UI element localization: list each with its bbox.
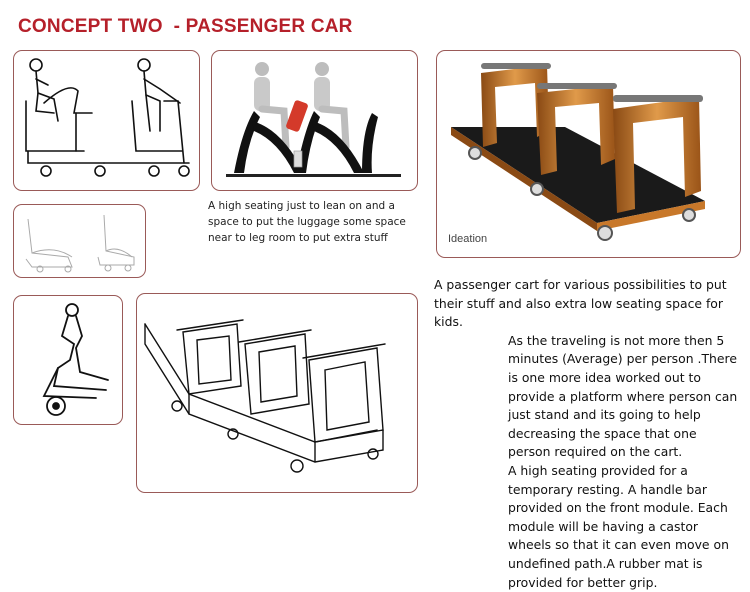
side-view-sketch-panel xyxy=(13,50,200,191)
render-figures-panel xyxy=(211,50,418,191)
description-paragraph-1: A passenger cart for various possibilities to put their stuff and also extra low seating space for kids. xyxy=(434,277,727,330)
perspective-sketch-panel xyxy=(136,293,418,493)
seated-passenger-sketch-icon xyxy=(14,51,199,190)
ideation-label: Ideation xyxy=(448,233,488,245)
profile-detail-panel xyxy=(13,295,123,425)
orange-cart-render-icon xyxy=(437,51,740,257)
description-paragraph-2: As the traveling is not more then 5 minutes (Average) per person .There is one more idea worked out to provide a platform where person can just stand and its going to help decreasing the space that one person required on the cart. xyxy=(508,332,738,460)
seated-figures-render-icon xyxy=(212,51,417,190)
description-paragraph-3: A high seating provided for a temporary resting. A handle bar provided on the front module. Each module will be having a castor wheels so that it can even move on undefined path.A rubber mat is provided for better grip. xyxy=(508,462,729,590)
outline-sketch-panel xyxy=(13,204,146,278)
ideation-render-panel xyxy=(436,50,741,258)
seating-caption: A high seating just to lean on and a space to put the luggage some space near to leg room to put extra stuff xyxy=(208,200,406,244)
frame-profile-sketch-icon xyxy=(14,296,122,424)
cart-perspective-sketch-icon xyxy=(137,294,417,492)
frame-outline-sketch-icon xyxy=(14,205,145,277)
description-text xyxy=(434,276,740,592)
page-title: CONCEPT TWO - PASSENGER CAR xyxy=(18,16,353,37)
